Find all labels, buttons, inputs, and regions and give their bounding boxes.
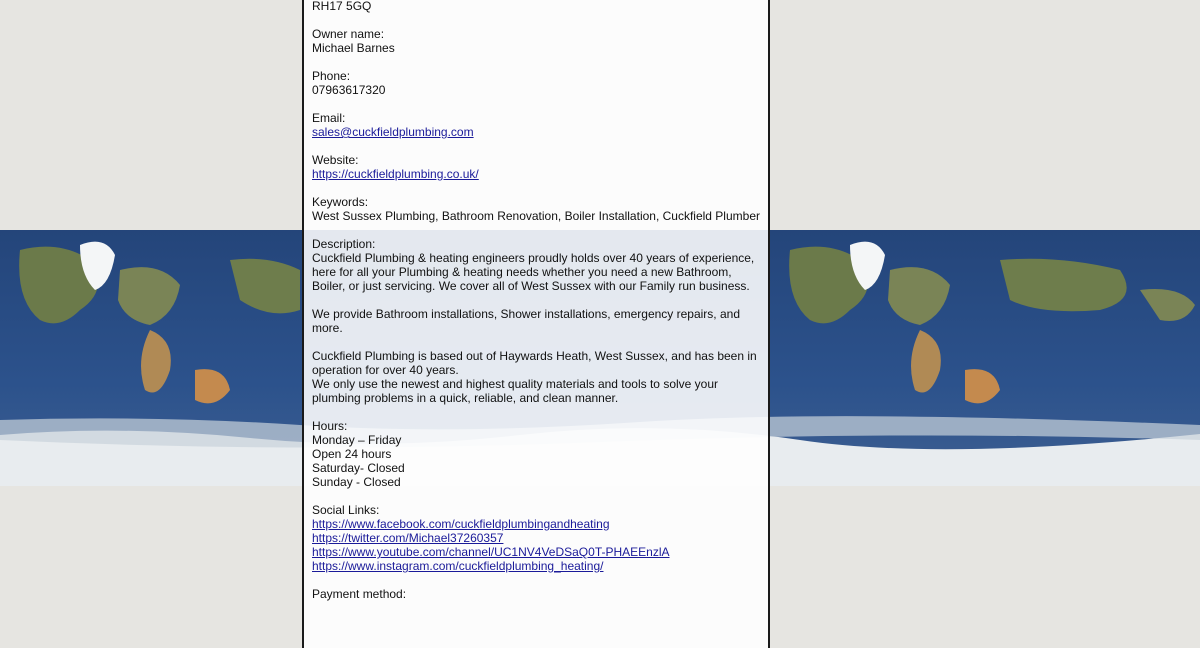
- website-link[interactable]: https://cuckfieldplumbing.co.uk/: [312, 167, 479, 181]
- hours-line: Open 24 hours: [312, 447, 392, 461]
- description-paragraph-3a: Cuckfield Plumbing is based out of Haywards Heath, West Sussex, and has been in operation for over 40 years.: [312, 349, 757, 377]
- email-label: Email:: [312, 111, 346, 125]
- keywords-value: West Sussex Plumbing, Bathroom Renovation, Boiler Installation, Cuckfield Plumber: [312, 209, 760, 223]
- facebook-link[interactable]: https://www.facebook.com/cuckfieldplumbingandheating: [312, 517, 610, 531]
- keywords-label: Keywords:: [312, 195, 369, 209]
- description-paragraph-3b: We only use the newest and highest quality materials and tools to solve your plumbing problems in a quick, reliable, and clean manner.: [312, 377, 719, 405]
- hours-line: Monday – Friday: [312, 433, 402, 447]
- owner-value: Michael Barnes: [312, 41, 395, 55]
- hours-line: Sunday - Closed: [312, 475, 401, 489]
- social-links-label: Social Links:: [312, 503, 380, 517]
- phone-label: Phone:: [312, 69, 351, 83]
- owner-label: Owner name:: [312, 27, 385, 41]
- email-link[interactable]: sales@cuckfieldplumbing.com: [312, 125, 474, 139]
- phone-value: 07963617320: [312, 83, 386, 97]
- payment-method-label: Payment method:: [312, 587, 407, 601]
- business-listing: [312, 0, 762, 601]
- hours-label: Hours:: [312, 419, 348, 433]
- website-label: Website:: [312, 153, 359, 167]
- description-label: Description:: [312, 237, 376, 251]
- twitter-link[interactable]: https://twitter.com/Michael37260357: [312, 531, 504, 545]
- description-paragraph-1: Cuckfield Plumbing & heating engineers proudly holds over 40 years of experience, here for all your Plumbing & heating needs whether you need a new Bathroom, Boiler, or just servicing. We cover all of West Sussex with our Family run business.: [312, 251, 755, 293]
- description-paragraph-2: We provide Bathroom installations, Shower installations, emergency repairs, and more.: [312, 307, 740, 335]
- postcode: RH17 5GQ: [312, 0, 372, 13]
- instagram-link[interactable]: https://www.instagram.com/cuckfieldplumbing_heating/: [312, 559, 604, 573]
- youtube-link[interactable]: https://www.youtube.com/channel/UC1NV4VeDSaQ0T-PHAEEnzlA: [312, 545, 670, 559]
- hours-line: Saturday- Closed: [312, 461, 405, 475]
